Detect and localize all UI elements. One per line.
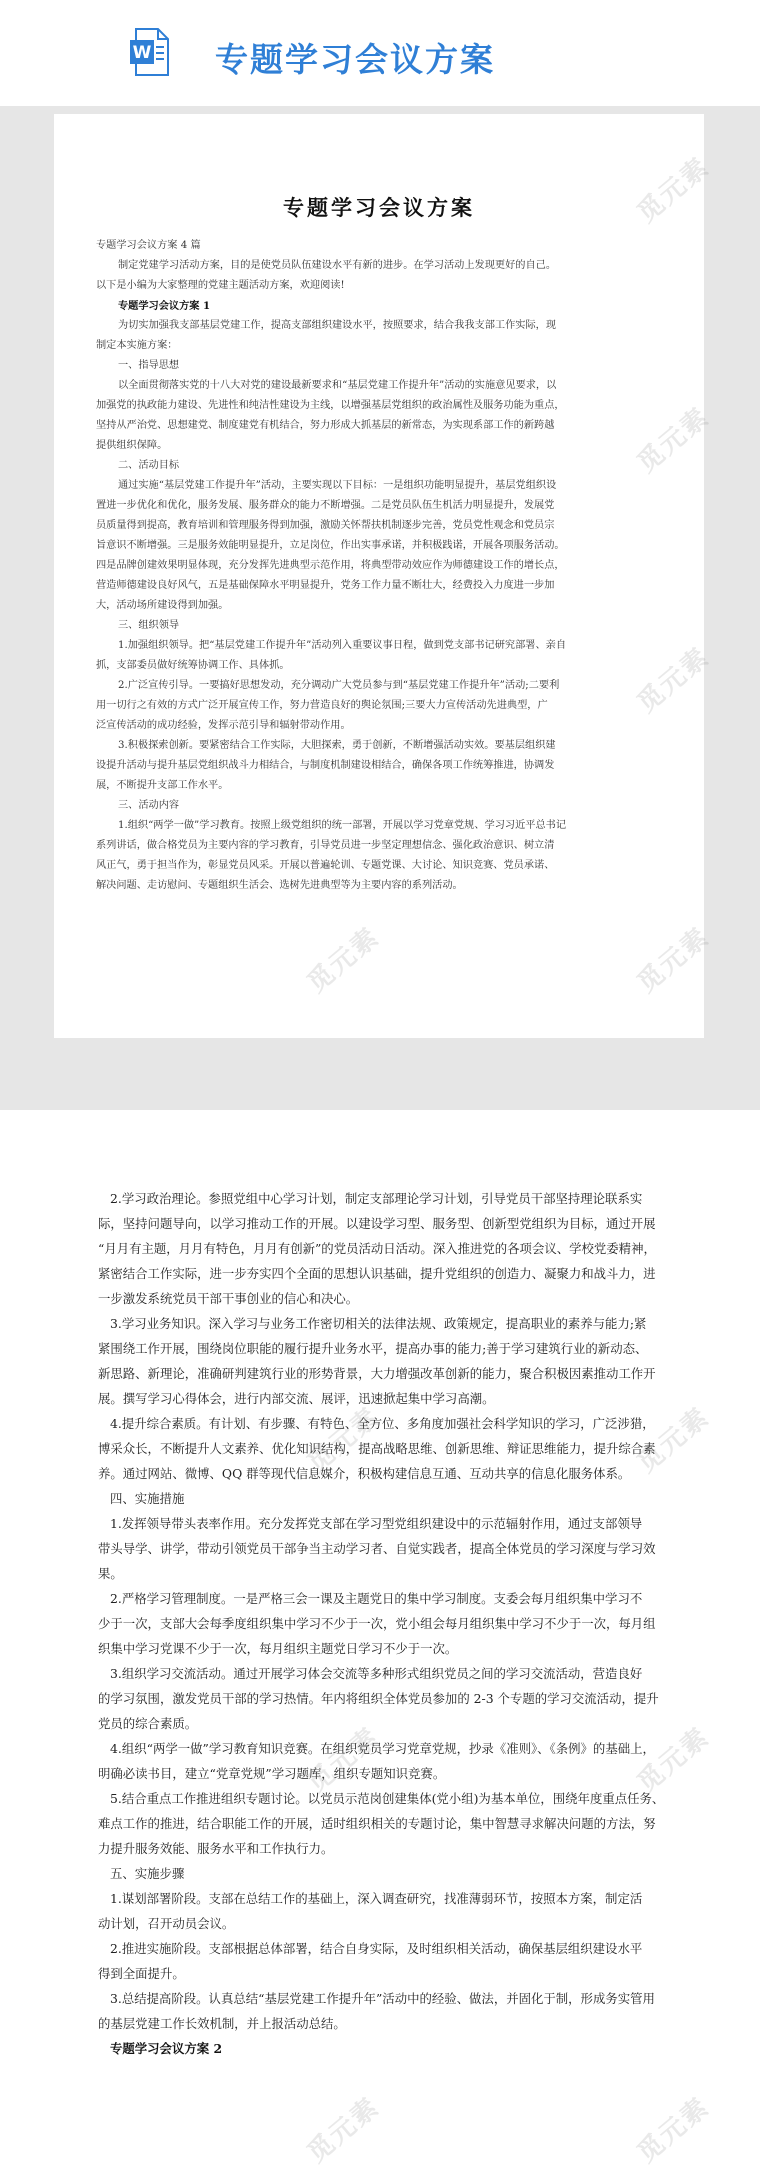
paragraph-line: 果。 [98, 1566, 123, 1581]
paragraph-line: 三、活动内容 [118, 800, 180, 811]
watermark: 觅元素 [631, 641, 716, 719]
paragraph-line: 泛宣传活动的成功经验，发挥示范引导和辐射带动作用。 [96, 720, 351, 731]
paragraph-line: 动计划，召开动员会议。 [98, 1916, 235, 1931]
svg-text:W: W [132, 43, 152, 63]
paragraph-line: 养。通过网站、微博、QQ 群等现代信息媒介，积极构建信息互通、互动共享的信息化服务体系。 [98, 1466, 631, 1481]
paragraph-line: 少于一次，支部大会每季度组织集中学习不少于一次，党小组会每月组织集中学习不少于一次，每月组 [98, 1616, 656, 1631]
paragraph-line: 一步激发系统党员干部干事创业的信心和决心。 [98, 1291, 359, 1306]
paragraph-line: 带头导学、讲学，带动引领党员干部争当主动学习者、自觉实践者，提高全体党员的学习深度与学习效 [98, 1541, 656, 1556]
paragraph-line: 四、实施措施 [110, 1491, 185, 1506]
paragraph-line: 难点工作的推进，结合职能工作的开展，适时组织相关的专题讨论，集中智慧寻求解决问题的方法，努 [98, 1816, 656, 1831]
paragraph-line: 博采众长，不断提升人文素养、优化知识结构，提高战略思维、创新思维、辩证思维能力，提升综合素 [98, 1441, 656, 1456]
page-1-body [96, 236, 650, 896]
paragraph-line: 置进一步优化和优化，服务发展、服务群众的能力不断增强。二是党员队伍生机活力明显提升，发展党 [96, 500, 555, 511]
paragraph-line: 提供组织保障。 [96, 440, 168, 451]
paragraph-line: 2.推进实施阶段。支部根据总体部署，结合自身实际，及时组织相关活动，确保基层组织建设水平 [110, 1941, 643, 1956]
paragraph-line: 营造师德建设良好风气，五是基础保障水平明显提升，党务工作力量不断壮大，经费投入力度进一步加 [96, 580, 555, 591]
paragraph-line: 1.谋划部署阶段。支部在总结工作的基础上，深入调查研究，找准薄弱环节，按照本方案，制定活 [110, 1891, 643, 1906]
paragraph-line: 二、活动目标 [118, 460, 180, 471]
paragraph-line: 力提升服务效能、服务水平和工作执行力。 [98, 1841, 334, 1856]
watermark: 觅元素 [631, 2091, 716, 2169]
section-heading: 专题学习会议方案 1 [118, 300, 211, 312]
document-title: 专题学习会议方案 [283, 195, 475, 220]
watermark: 觅元素 [631, 1721, 716, 1799]
watermark: 觅元素 [301, 1721, 386, 1799]
paragraph-line: 4.组织“两学一做”学习教育知识竞赛。在组织党员学习党章党规，抄录《准则》、《条例》的基础上， [110, 1741, 655, 1756]
paragraph-line: 2.严格学习管理制度。一是严格三会一课及主题党日的集中学习制度。支委会每月组织集中学习不 [110, 1591, 643, 1606]
paragraph-line: 制定党建学习活动方案，目的是使党员队伍建设水平有新的进步。在学习活动上发现更好的自己。 [118, 260, 557, 271]
paragraph-line: 旨意识不断增强。三是服务效能明显提升，立足岗位，作出实事承诺，并积极践诺，开展各项服务活动。 [96, 540, 565, 551]
paragraph-line: 2.广泛宣传引导。一要搞好思想发动，充分调动广大党员参与到“基层党建工作提升年”活动;二要利 [118, 680, 560, 691]
page-gap [0, 1110, 760, 1140]
paragraph-line: 党员的综合素质。 [98, 1716, 198, 1731]
section-heading: 专题学习会议方案 2 [110, 2041, 223, 2056]
paragraph-line: 通过实施“基层党建工作提升年”活动，主要实现以下目标：一是组织功能明显提升，基层党组织设 [118, 480, 557, 491]
paragraph-line: 5.结合重点工作推进组织专题讨论。以党员示范岗创建集体(党小组)为基本单位，围绕年度重点任务、 [110, 1791, 665, 1806]
paragraph-line: 员质量得到提高，教育培训和管理服务得到加强，激励关怀帮扶机制逐步完善，党员党性观念和党员宗 [96, 520, 555, 531]
paragraph-line: 制定本实施方案： [96, 340, 178, 351]
paragraph-line: 4.提升综合素质。有计划、有步骤、有特色、全方位、多角度加强社会科学知识的学习，广泛涉猎， [110, 1416, 655, 1431]
paragraph-line: 的学习氛围，激发党员干部的学习热情。年内将组织全体党员参加的 2-3 个专题的学习交流活动，提升 [98, 1691, 659, 1706]
paragraph-line: 1.加强组织领导。把“基层党建工作提升年”活动列入重要议事日程，做到党支部书记研究部署、亲自 [118, 640, 567, 651]
paragraph-line: 五、实施步骤 [110, 1866, 185, 1881]
paragraph-line: 得到全面提升。 [98, 1966, 185, 1981]
paragraph-line: 3.学习业务知识。深入学习与业务工作密切相关的法律法规、政策规定，提高职业的素养与能力;紧 [110, 1316, 647, 1331]
paragraph-line: 以全面贯彻落实党的十八大对党的建设最新要求和“基层党建工作提升年”活动的实施意见要求，以 [118, 380, 557, 391]
paragraph-line: 际，坚持问题导向，以学习推动工作的开展。以建设学习型、服务型、创新型党组织为目标，通过开展 [98, 1216, 656, 1231]
page-2-body [98, 1186, 688, 2061]
paragraph-line: 紧围绕工作开展，围绕岗位职能的履行提升业务水平，提高办事的能力;善于学习建筑行业的新动态、 [98, 1341, 648, 1356]
header-banner [0, 0, 760, 106]
paragraph-line: 紧密结合工作实际，进一步夯实四个全面的思想认识基础，提升党组织的创造力、凝聚力和战斗力，进 [98, 1266, 656, 1281]
paragraph-line: 用一切行之有效的方式广泛开展宣传工作，努力营造良好的舆论氛围;三要大力宣传活动先进典型，广 [96, 700, 548, 711]
paragraph-line: 系列讲话，做合格党员为主要内容的学习教育，引导党员进一步坚定理想信念、强化政治意识、树立清 [96, 840, 555, 851]
paragraph-line: “月月有主题，月月有特色，月月有创新”的党员活动日活动。深入推进党的各项会议、学校党委精神， [98, 1241, 656, 1256]
watermark: 觅元素 [301, 1401, 386, 1479]
watermark: 觅元素 [301, 921, 386, 999]
paragraph-line: 设提升活动与提升基层党组织战斗力相结合，与制度机制建设相结合，确保各项工作统筹推进，协调发 [96, 760, 555, 771]
paragraph-line: 展。撰写学习心得体会，进行内部交流、展评，迅速掀起集中学习高潮。 [98, 1391, 495, 1406]
paragraph-line: 一、指导思想 [118, 360, 180, 371]
paragraph-line: 3.组织学习交流活动。通过开展学习体会交流等多种形式组织党员之间的学习交流活动，营造良好 [110, 1666, 643, 1681]
paragraph-line: 2.学习政治理论。参照党组中心学习计划，制定支部理论学习计划，引导党员干部坚持理论联系实 [110, 1191, 643, 1206]
paragraph-line: 大，活动场所建设得到加强。 [96, 600, 229, 611]
paragraph-line: 1.组织“两学一做”学习教育。按照上级党组织的统一部署，开展以学习党章党规、学习习近平总书记 [118, 820, 567, 831]
paragraph-line: 解决问题、走访慰问、专题组织生活会、选树先进典型等为主要内容的系列活动。 [96, 880, 463, 891]
paragraph-line: 为切实加强我支部基层党建工作，提高支部组织建设水平，按照要求，结合我我支部工作实际，现 [118, 320, 557, 331]
paragraph-line: 以下是小编为大家整理的党建主题活动方案，欢迎阅读! [96, 280, 345, 291]
paragraph-line: 3.积极探索创新。要紧密结合工作实际，大胆探索，勇于创新，不断增强活动实效。要基层组织建 [118, 740, 556, 751]
watermark: 觅元素 [631, 921, 716, 999]
watermark: 觅元素 [631, 1401, 716, 1479]
paragraph-line: 坚持从严治党、思想建党、制度建党有机结合，努力形成大抓基层的新常态，为实现系部工作的新跨越 [96, 420, 555, 431]
paragraph-line: 四是品牌创建效果明显体现，充分发挥先进典型示范作用，将典型带动效应作为师德建设工作的增长点， [96, 560, 565, 571]
paragraph-line: 加强党的执政能力建设、先进性和纯洁性建设为主线，以增强基层党组织的政治属性及服务功能为重点， [96, 400, 565, 411]
word-document-icon [130, 28, 170, 76]
banner-title: 专题学习会议方案 [215, 40, 495, 79]
watermark: 觅元素 [631, 401, 716, 479]
paragraph-line: 1.发挥领导带头表率作用。充分发挥党支部在学习型党组织建设中的示范辐射作用，通过支部领导 [110, 1516, 643, 1531]
paragraph-line: 新思路、新理论，准确研判建筑行业的形势背景，大力增强改革创新的能力，聚合积极因素推动工作开 [98, 1366, 656, 1381]
paragraph-line: 织集中学习党课不少于一次，每月组织主题党日学习不少于一次。 [98, 1641, 458, 1656]
watermark: 觅元素 [301, 2091, 386, 2169]
paragraph-line: 展，不断提升支部工作水平。 [96, 780, 229, 791]
paragraph-line: 的基层党建工作长效机制，并上报活动总结。 [98, 2016, 346, 2031]
paragraph-line: 三、组织领导 [118, 620, 180, 631]
paragraph-line: 风正气，勇于担当作为，彰显党员风采。开展以普遍轮训、专题党课、大讨论、知识竞赛、党员承诺、 [96, 860, 555, 871]
paragraph-line: 专题学习会议方案 4 篇 [96, 240, 201, 251]
paragraph-line: 抓，支部委员做好统筹协调工作、具体抓。 [96, 660, 290, 671]
paragraph-line: 明确必读书目，建立“党章党规”学习题库，组织专题知识竞赛。 [98, 1766, 446, 1781]
paragraph-line: 3.总结提高阶段。认真总结“基层党建工作提升年”活动中的经验、做法，并固化于制，形成务实管用 [110, 1991, 655, 2006]
watermark: 觅元素 [631, 151, 716, 229]
